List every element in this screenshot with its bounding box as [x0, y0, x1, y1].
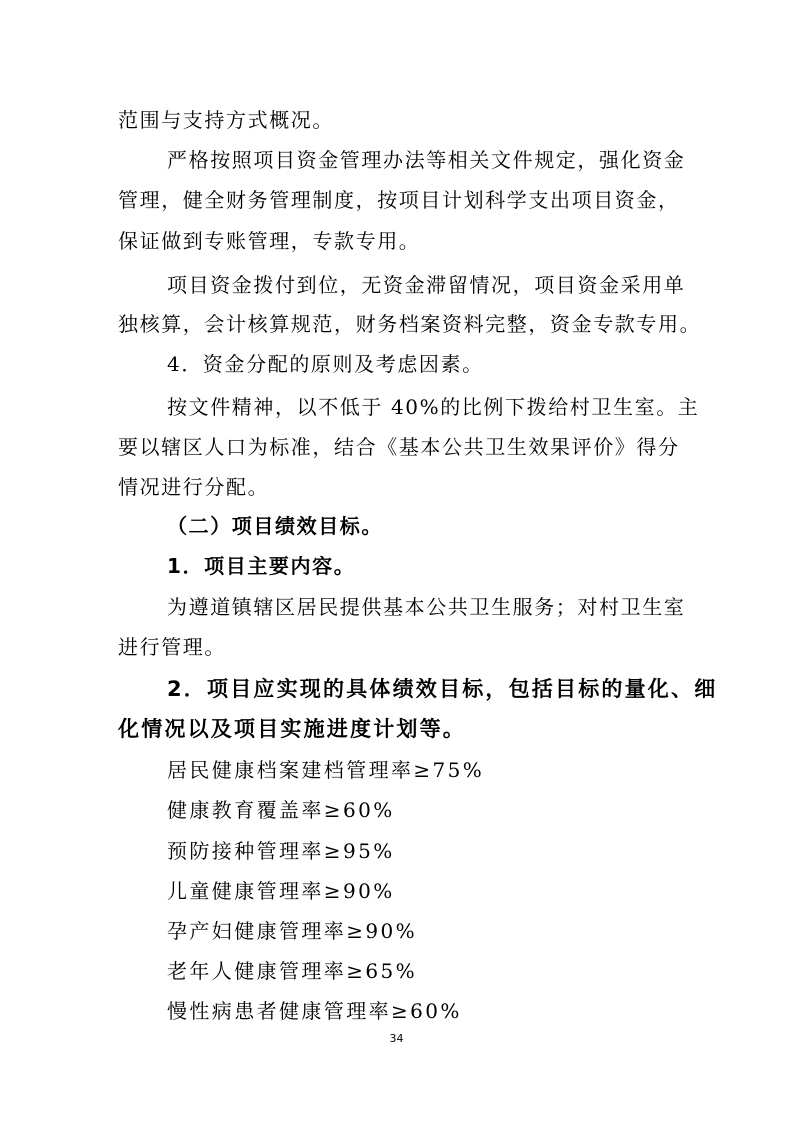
content-line: 为遵道镇辖区居民提供基本公共卫生服务；对村卫生室 — [167, 595, 686, 619]
target-item: 慢性病患者健康管理率≥60% — [167, 999, 462, 1023]
subheading-project-content: 1．项目主要内容。 — [167, 554, 356, 578]
paragraph-line: 独核算，会计核算规范，财务档案资料完整，资金专款专用。 — [118, 312, 702, 336]
paragraph-line: 要以辖区人口为标准，结合《基本公共卫生效果评价》得分 — [118, 435, 680, 459]
subheading-performance-targets: 2．项目应实现的具体绩效目标，包括目标的量化、细 — [167, 677, 718, 701]
paragraph-line: 按文件精神，以不低于 40%的比例下拨给村卫生室。主 — [167, 395, 700, 419]
content-line: 进行管理。 — [118, 635, 226, 659]
target-item: 孕产妇健康管理率≥90% — [167, 919, 418, 943]
subheading-performance-targets-cont: 化情况以及项目实施进度计划等。 — [118, 717, 466, 741]
paragraph-line: 范围与支持方式概况。 — [118, 108, 334, 132]
target-item: 居民健康档案建档管理率≥75% — [167, 758, 485, 782]
paragraph-line: 4．资金分配的原则及考虑因素。 — [167, 352, 484, 376]
paragraph-line: 保证做到专账管理，专款专用。 — [118, 229, 421, 253]
paragraph-line: 项目资金拨付到位，无资金滞留情况，项目资金采用单 — [167, 273, 686, 297]
target-item: 儿童健康管理率≥90% — [167, 879, 395, 903]
paragraph-line: 严格按照项目资金管理办法等相关文件规定，强化资金 — [167, 148, 686, 172]
page-number: 34 — [389, 1032, 404, 1045]
target-item: 老年人健康管理率≥65% — [167, 959, 418, 983]
section-heading: （二）项目绩效目标。 — [167, 514, 383, 538]
paragraph-line: 情况进行分配。 — [118, 475, 270, 499]
target-item: 健康教育覆盖率≥60% — [167, 798, 395, 822]
target-item: 预防接种管理率≥95% — [167, 839, 395, 863]
paragraph-line: 管理，健全财务管理制度，按项目计划科学支出项目资金， — [118, 188, 680, 212]
